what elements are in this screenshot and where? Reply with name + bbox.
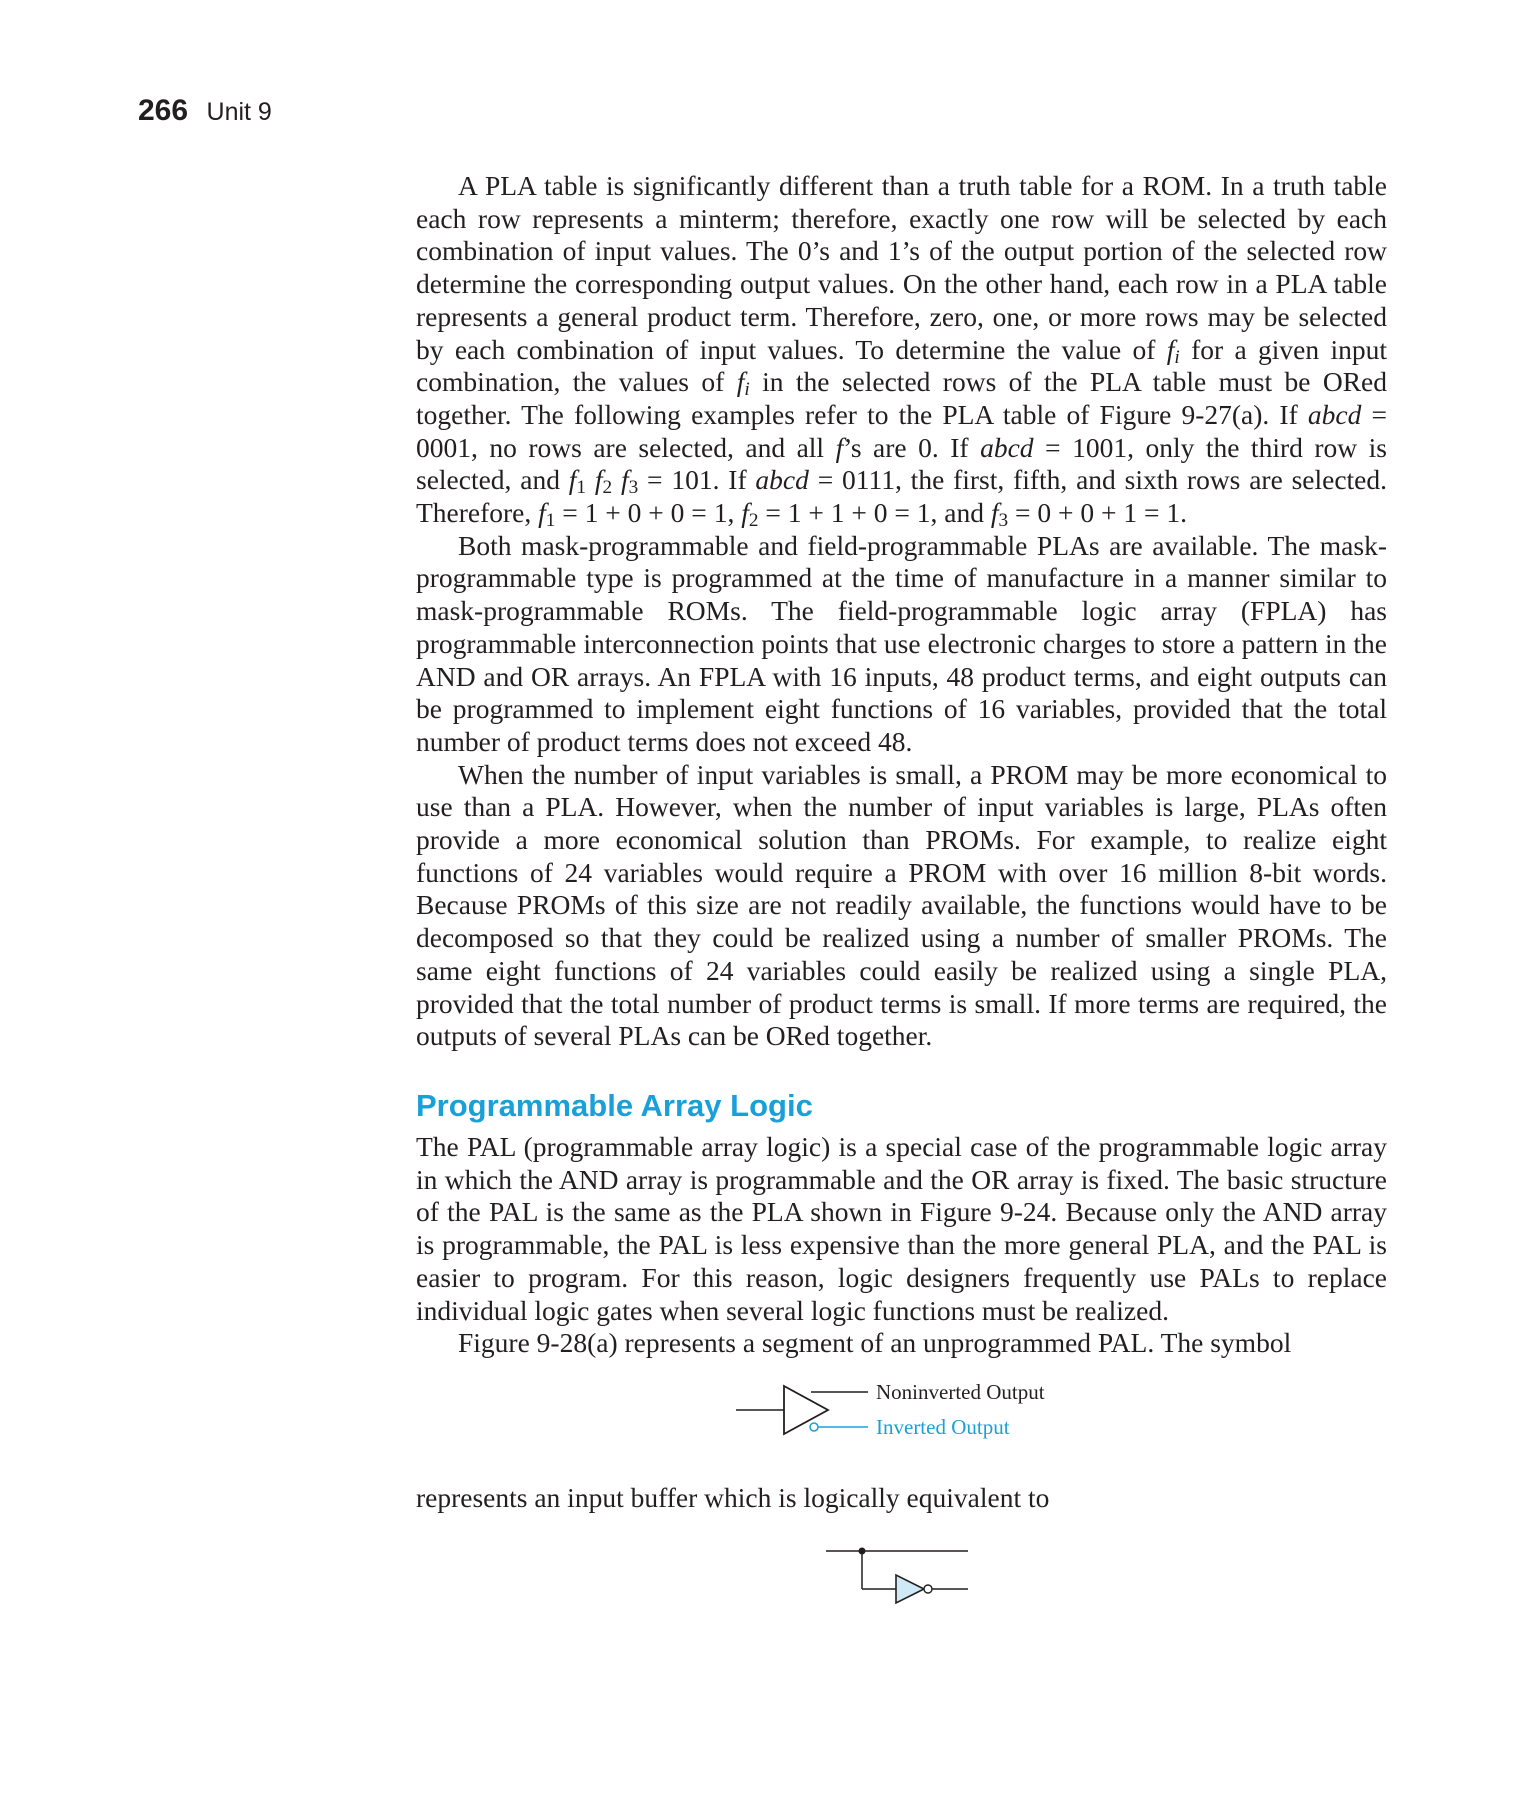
input-buffer-symbol-figure <box>416 1368 1387 1482</box>
paragraph-mask-field-programmable: Both mask-programmable and field-programmable PLAs are available. The mask-programmable type is programmed at the time of manufacture in a manner similar to mask-programmable ROMs. The field-programmable logic array (FPLA) has programmable interconnection points that use electronic charges to store a pattern in the AND and OR arrays. An FPLA with 16 inputs, 48 product terms, and eight outputs can be programmed to implement eight functions of 16 variables, provided that the total number of product terms does not exceed 48. <box>416 529 1387 757</box>
buffer-symbol-diagram <box>736 1378 1076 1448</box>
paragraph-input-buffer: represents an input buffer which is logically equivalent to <box>416 1481 1050 1513</box>
page-number: 266 <box>138 94 189 127</box>
paragraph-figure-reference: Figure 9-28(a) represents a segment of an unprogrammed PAL. The symbol <box>458 1327 1292 1359</box>
equivalent-circuit-figure <box>416 1543 1387 1663</box>
page-header <box>138 94 272 128</box>
inverter-triangle-icon <box>896 1575 924 1603</box>
inverter-bubble-icon <box>924 1585 932 1593</box>
unit-label: Unit 9 <box>206 98 272 126</box>
page-body <box>416 170 1387 1663</box>
paragraph-pal-intro: The PAL (programmable array logic) is a special case of the programmable logic array in which the AND array is programmable and the OR array is fixed. The basic structure of the PAL is the same as the PLA shown in Figure 9-24. Because only the AND array is programmable, the PAL is less expensive than the more general PLA, and the PAL is easier to program. For this reason, logic designers frequently use PALs to replace individual logic gates when several logic functions must be realized. <box>416 1130 1387 1326</box>
paragraph-prom-vs-pla: When the number of input variables is small, a PROM may be more economical to use than a PLA. However, when the number of input variables is large, PLAs often provide a more economical solution than PROMs. For example, to realize eight functions of 24 variables would require a PROM with over 16 million 8-bit words. Because PROMs of this size are not readily available, the functions would have to be decomposed so that they could be realized using a number of smaller PROMs. The same eight functions of 24 variables could easily be realized using a single PLA, provided that the total number of product terms is small. If more terms are required, the outputs of several PLAs can be ORed together. <box>416 758 1387 1052</box>
inverted-output-label: Inverted Output <box>876 1414 1010 1439</box>
paragraph-pla-table: A PLA table is significantly different than a truth table for a ROM. In a truth table each row represents a minterm; therefore, exactly one row will be selected by each combination of input values. The 0’s and 1’s of the output portion of the selected row determine the corresponding output values. On the other hand, each row in a PLA table represents a general product term. Therefore, zero, one, or more rows may be selected by each combination of input values. To determine the value of $f_i$ for a given input combination, the values of $f_i$ in the selected rows of the PLA table must be ORed together. The following examples refer to the PLA table of Figure 9-27(a). If abcd = 0001, no rows are selected, and all f’s are 0. If abcd = 1001, only the third row is selected, and $f_1$ $f_2$ $f_3 = 101$. If abcd = 0111, the first, fifth, and sixth rows are selected. Therefore, $f_1 = 1 + 0 + 0 = 1$, $f_2 = 1 + 1 + 0 = 1$, and $f_3 = 0 + 0 + 1 = 1$. <box>416 170 1388 532</box>
inversion-bubble-icon <box>810 1423 818 1431</box>
noninverted-output-label: Noninverted Output <box>876 1379 1045 1404</box>
equivalent-circuit-diagram <box>826 1543 976 1633</box>
section-title: Programmable Array Logic <box>416 1087 813 1123</box>
